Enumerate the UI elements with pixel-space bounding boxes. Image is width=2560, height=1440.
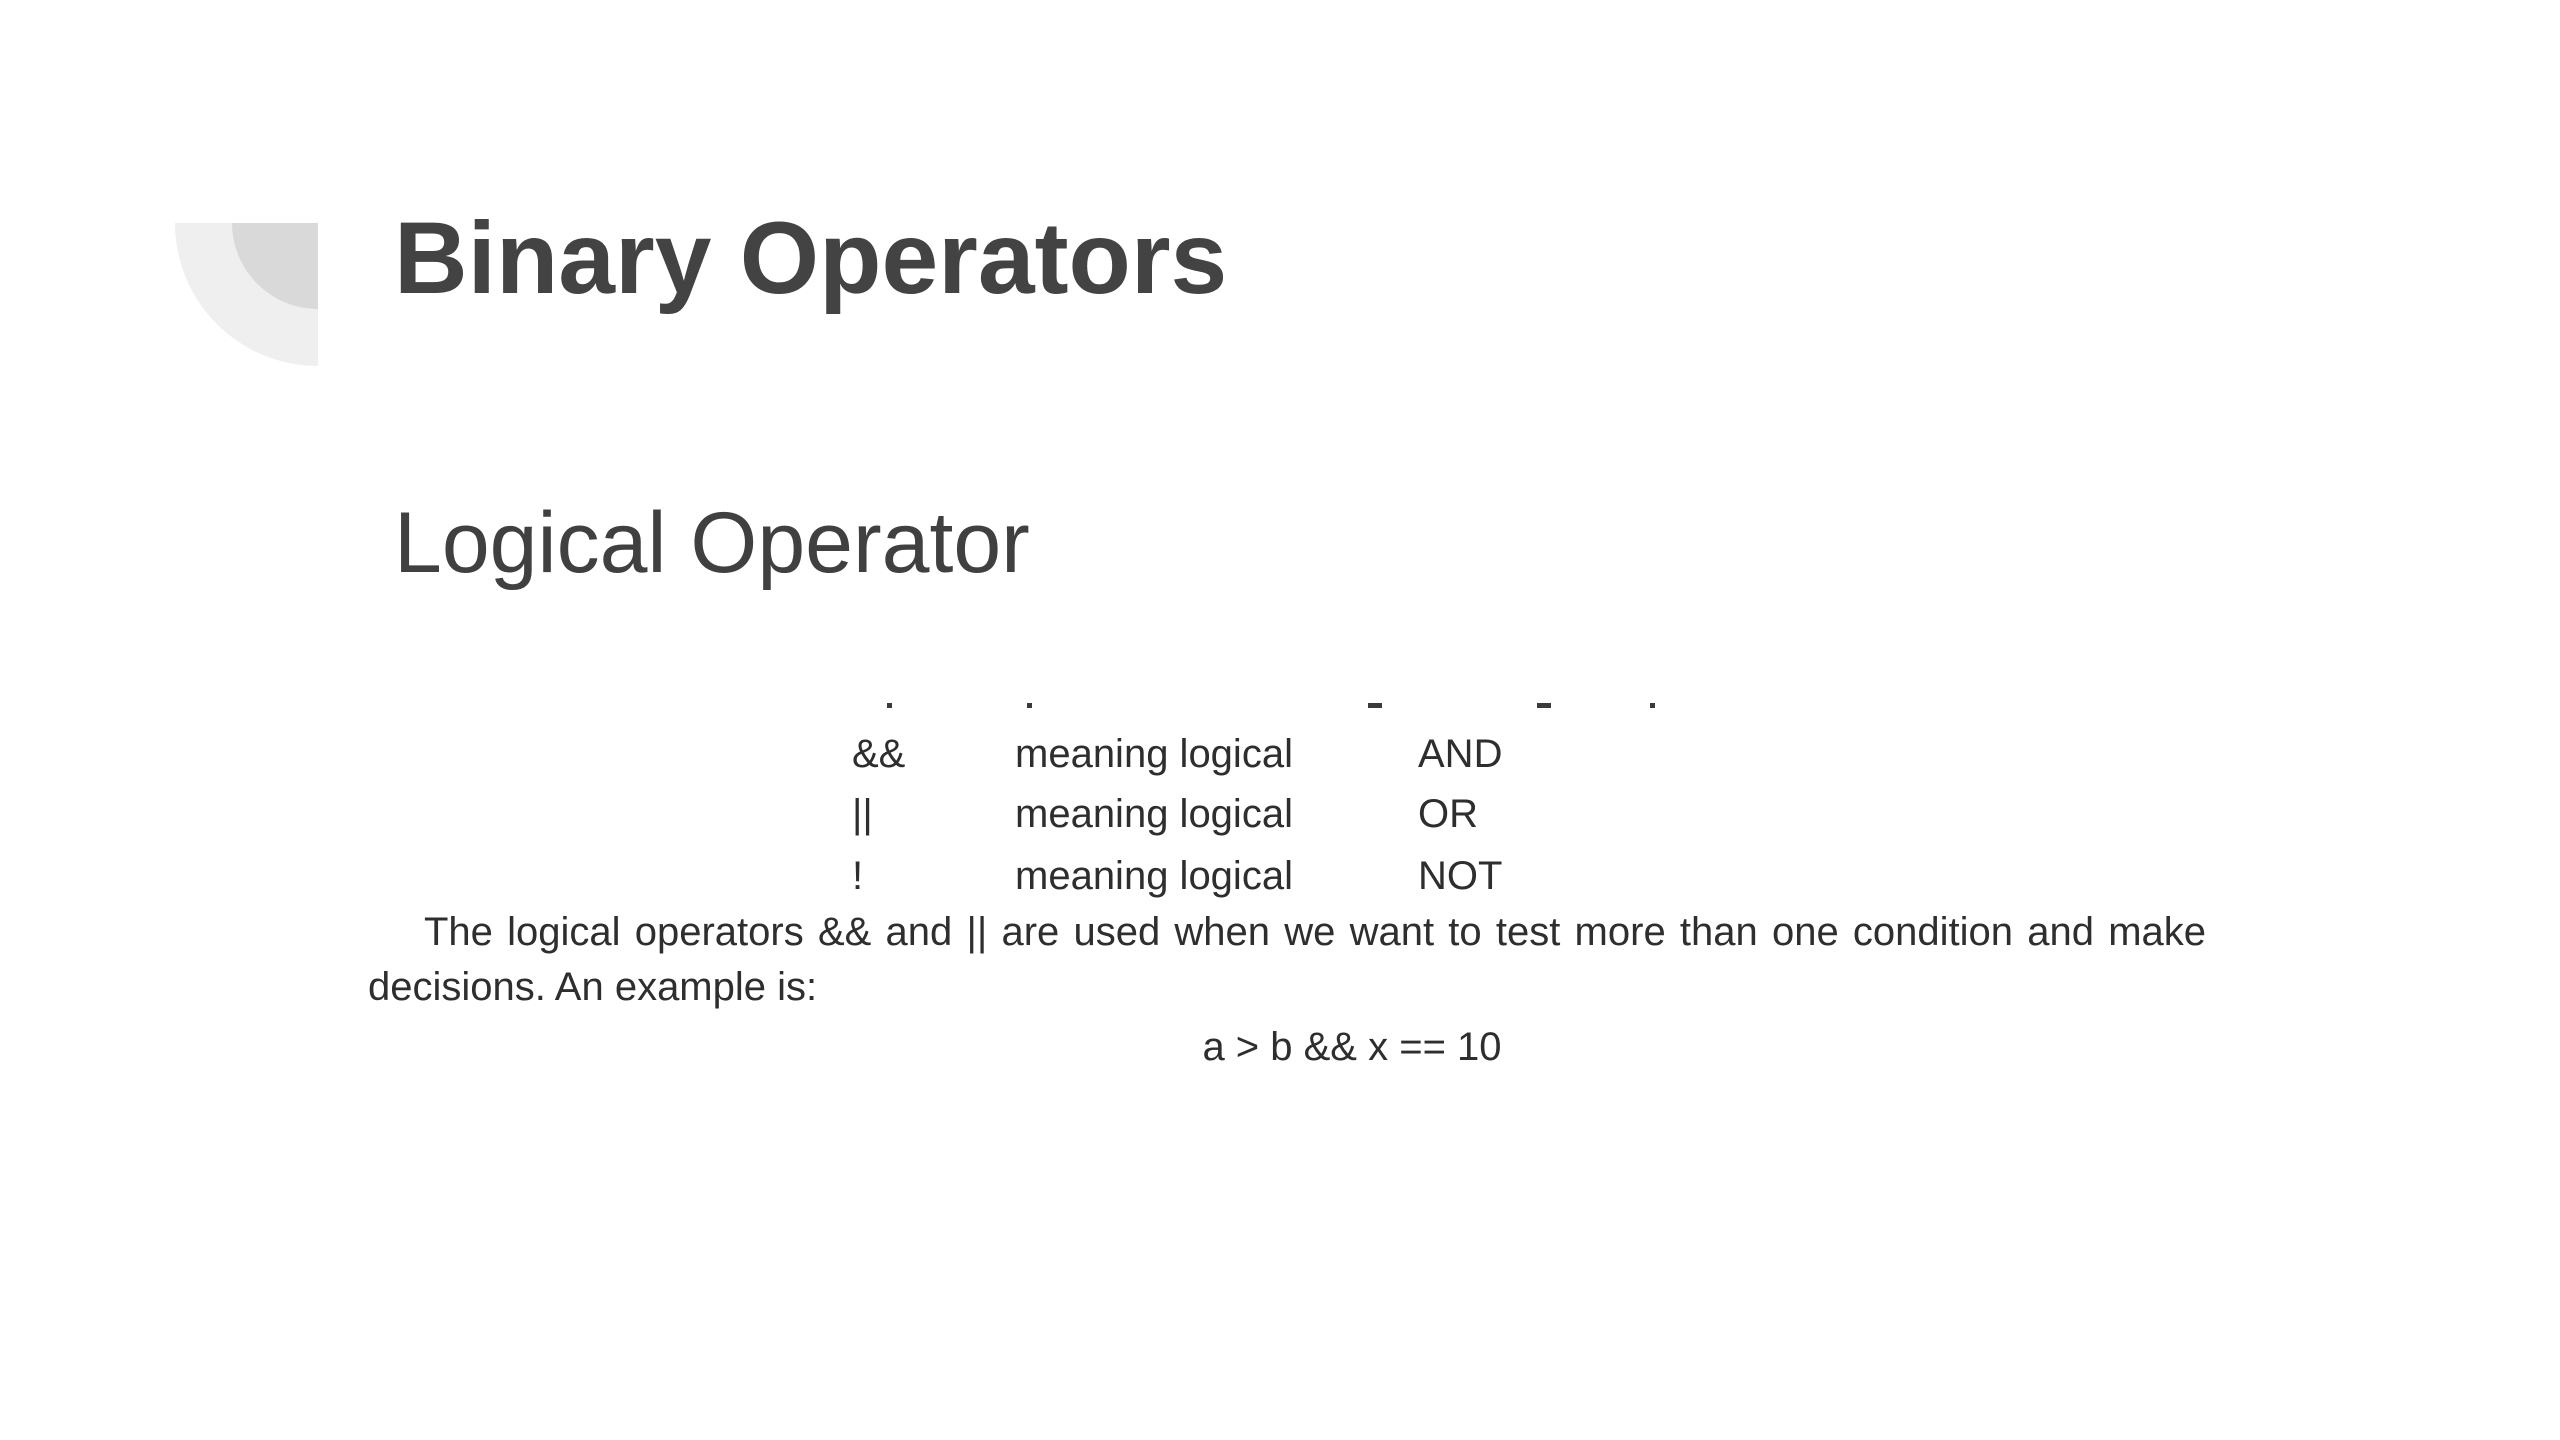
- operator-symbol: &&: [852, 732, 906, 776]
- operator-meaning: meaning logical: [1015, 792, 1293, 836]
- operator-name: NOT: [1418, 854, 1503, 898]
- cropped-line-remnant: [360, 700, 2220, 714]
- operator-name: OR: [1418, 792, 1478, 836]
- slide-title: Binary Operators: [394, 201, 1228, 315]
- operator-row: [360, 786, 2220, 842]
- operator-meaning: meaning logical: [1015, 854, 1293, 898]
- operator-meaning: meaning logical: [1015, 732, 1293, 776]
- operator-row: [360, 726, 2220, 782]
- corner-ornament: [175, 223, 318, 366]
- explanation-paragraph: The logical operators && and || are used when we want to test more than one condition and make decisions. An example is:: [368, 910, 2206, 1009]
- scanned-text-image: [360, 700, 2220, 1100]
- operator-name: AND: [1418, 732, 1503, 776]
- operator-symbol: ||: [852, 792, 873, 836]
- operator-symbol: !: [852, 854, 864, 898]
- operator-row: [360, 848, 2220, 904]
- slide-subtitle: Logical Operator: [394, 495, 1030, 591]
- example-expression: a > b && x == 10: [1202, 1025, 1502, 1069]
